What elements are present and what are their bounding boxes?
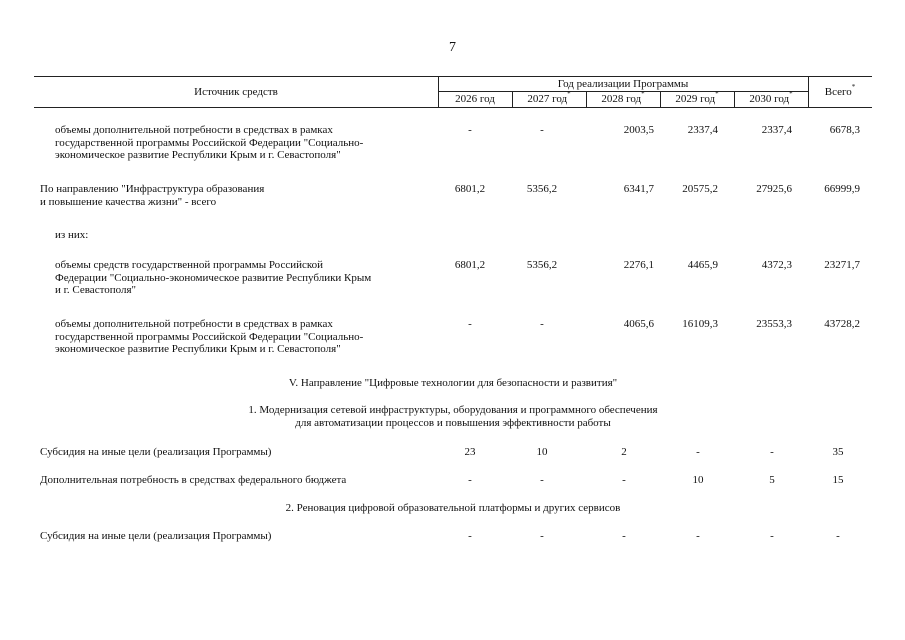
row-value: -: [770, 446, 774, 458]
row-total: 15: [832, 474, 844, 486]
row-value: -: [622, 474, 626, 486]
row-total: -: [836, 530, 840, 542]
subsection-heading-2: 2. Реновация цифровой образовательной платформы и других сервисов: [285, 502, 621, 514]
row-label: Субсидия на иные цели (реализация Программы): [40, 446, 272, 458]
row-value: -: [540, 318, 544, 330]
header-year-2028: 2028 год*: [601, 90, 645, 105]
row-label: из них:: [55, 229, 89, 241]
row-value: -: [622, 530, 626, 542]
row-total: 6678,3: [829, 124, 860, 136]
row-total: 35: [832, 446, 844, 458]
header-source-label: Источник средств: [194, 86, 278, 98]
subsection-heading-1: 1. Модернизация сетевой инфраструктуры, оборудования и программного обеспечения для автоматизации процессов и повышения эффективности работы: [248, 404, 658, 429]
row-value: 5356,2: [526, 183, 558, 195]
header-year-2029: 2029 год*: [675, 90, 719, 105]
row-value: -: [540, 530, 544, 542]
row-label: По направлению "Инфраструктура образования и повышение качества жизни" - всего: [40, 183, 265, 208]
row-value: -: [540, 474, 544, 486]
row-value: 6801,2: [454, 183, 486, 195]
row-value: -: [696, 530, 700, 542]
row-total: 23271,7: [824, 259, 860, 271]
row-value: 10: [692, 474, 704, 486]
header-group-label: Год реализации Программы: [557, 78, 689, 90]
row-value: -: [770, 530, 774, 542]
row-value: 6801,2: [454, 259, 486, 271]
header-top-border: [34, 76, 872, 77]
header-group-divider: [438, 91, 808, 92]
header-year-2027: 2027 год*: [527, 90, 571, 105]
row-value: 4065,6: [623, 318, 654, 330]
row-value: 5356,2: [526, 259, 558, 271]
header-year-2026: 2026 год: [455, 93, 495, 105]
header-year-2030: 2030 год*: [749, 90, 793, 105]
row-value: 2276,1: [623, 259, 654, 271]
row-label: объемы средств государственной программы Российской Федерации "Социально-экономическое развитие Республики Крым и г. Севастополя": [55, 259, 372, 296]
row-value: 20575,2: [682, 183, 718, 195]
row-value: 2337,4: [687, 124, 718, 136]
row-total: 66999,9: [824, 183, 860, 195]
row-value: 2337,4: [761, 124, 792, 136]
row-value: 4465,9: [687, 259, 718, 271]
row-value: 23: [464, 446, 476, 458]
row-label: объемы дополнительной потребности в средствах в рамках государственной программы Российской Федерации "Социально- экономическое развитие Республики Крым и г. Севастополя": [55, 318, 364, 355]
row-value: 5: [769, 474, 775, 486]
row-value: 4372,3: [761, 259, 792, 271]
row-label: Дополнительная потребность в средствах федерального бюджета: [40, 474, 347, 486]
row-value: 6341,7: [623, 183, 654, 195]
page-number: 7: [449, 40, 456, 55]
row-value: 2003,5: [623, 124, 654, 136]
row-value: -: [696, 446, 700, 458]
row-value: -: [468, 318, 472, 330]
row-value: 27925,6: [756, 183, 792, 195]
row-label: объемы дополнительной потребности в средствах в рамках государственной программы Российской Федерации "Социально- экономическое развитие Республики Крым и г. Севастополя": [55, 124, 364, 161]
section-heading-direction-v: V. Направление "Цифровые технологии для безопасности и развития": [288, 377, 618, 389]
row-value: -: [468, 124, 472, 136]
row-value: -: [468, 474, 472, 486]
row-value: 10: [536, 446, 548, 458]
row-total: 43728,2: [824, 318, 860, 330]
row-value: -: [540, 124, 544, 136]
header-bottom-border: [34, 107, 872, 108]
row-value: -: [468, 530, 472, 542]
row-value: 16109,3: [682, 318, 718, 330]
row-label: Субсидия на иные цели (реализация Программы): [40, 530, 272, 542]
row-value: 23553,3: [756, 318, 792, 330]
row-value: 2: [621, 446, 627, 458]
header-total-label: Всего*: [824, 83, 856, 98]
